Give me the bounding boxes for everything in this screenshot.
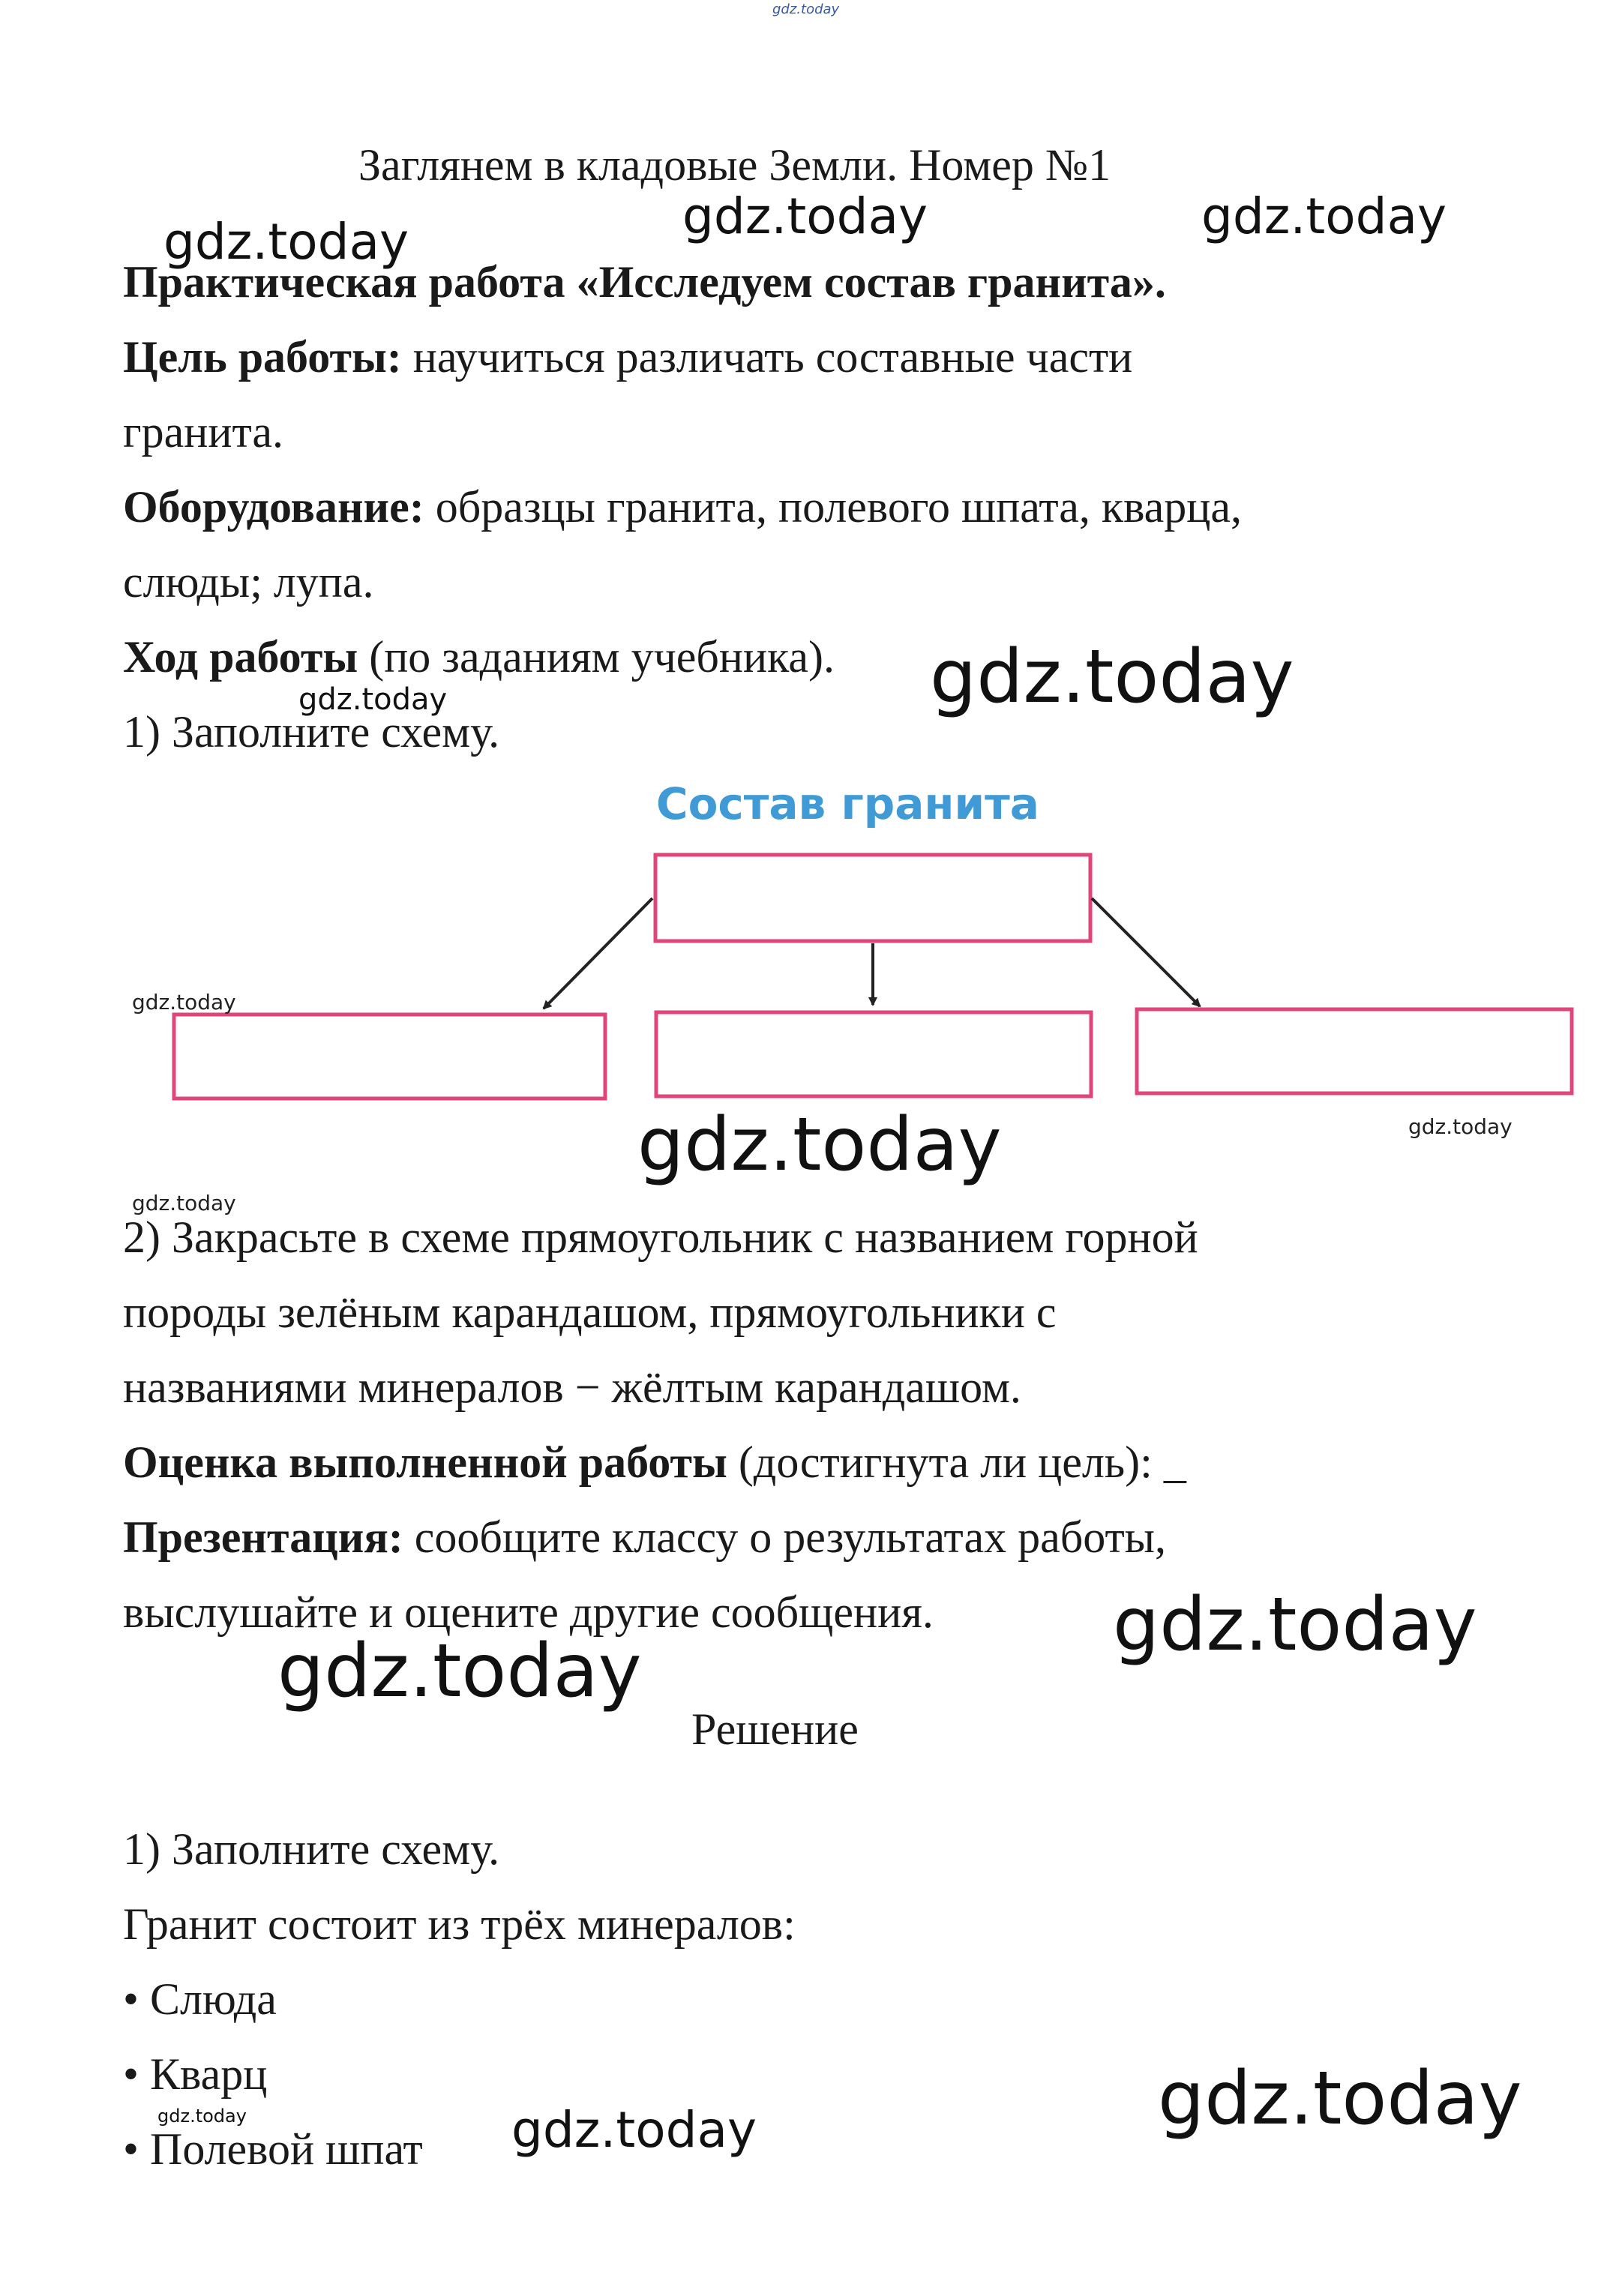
equipment-line-1 xyxy=(123,482,1242,532)
progress-line xyxy=(123,632,835,682)
assessment-text: (достигнута ли цель): _ xyxy=(727,1437,1186,1487)
task-step-1: 1) Заполните схему. xyxy=(123,707,500,757)
solution-step-1: 1) Заполните схему. xyxy=(123,1824,500,1874)
watermark: gdz.today xyxy=(930,634,1294,720)
list-item: • Слюда xyxy=(123,1974,277,2024)
equipment-label: Оборудование: xyxy=(123,482,424,532)
goal-line-1 xyxy=(123,332,1133,382)
equipment-line-2: слюды; лупа. xyxy=(123,557,374,607)
granite-composition-diagram xyxy=(165,772,1582,1110)
watermark: gdz.today xyxy=(132,1191,236,1215)
presentation-line-2: выслушайте и оцените другие сообщения. xyxy=(123,1587,934,1637)
task-step-2-line-1: 2) Закрасьте в схеме прямоугольник с названием горной xyxy=(123,1212,1198,1262)
arrow-left xyxy=(544,898,652,1009)
watermark: gdz.today xyxy=(157,2106,247,2127)
mineral-box-1 xyxy=(174,1015,605,1099)
watermark: gdz.today xyxy=(298,682,448,717)
page-title: Заглянем в кладовые Земли. Номер №1 xyxy=(358,140,1111,190)
mineral-box-3 xyxy=(1137,1009,1572,1093)
diagram-title: Состав гранита xyxy=(656,778,1039,829)
watermark: gdz.today xyxy=(1158,2056,1522,2142)
rock-box xyxy=(655,855,1090,941)
list-item: • Кварц xyxy=(123,2049,268,2099)
presentation-label: Презентация: xyxy=(123,1512,403,1562)
watermark: gdz.today xyxy=(637,1102,1002,1188)
goal-text: научиться различать составные части xyxy=(401,332,1133,382)
header-watermark: gdz.today xyxy=(772,1,840,17)
assessment-line xyxy=(123,1437,1186,1487)
solution-intro: Гранит состоит из трёх минералов: xyxy=(123,1899,796,1949)
watermark: gdz.today xyxy=(1408,1114,1513,1139)
presentation-line-1 xyxy=(123,1512,1166,1562)
assessment-label: Оценка выполненной работы xyxy=(123,1437,727,1487)
presentation-text: сообщите классу о результатах работы, xyxy=(403,1512,1166,1562)
equipment-text: образцы гранита, полевого шпата, кварца, xyxy=(424,482,1242,532)
solution-heading: Решение xyxy=(691,1704,859,1754)
watermark: gdz.today xyxy=(163,213,409,271)
watermark: gdz.today xyxy=(1113,1582,1477,1668)
watermark: gdz.today xyxy=(511,2101,757,2159)
watermark: gdz.today xyxy=(277,1629,642,1714)
task-step-2-line-3: названиями минералов − жёлтым карандашом. xyxy=(123,1362,1021,1412)
task-heading: Практическая работа «Исследуем состав гранита». xyxy=(123,257,1166,307)
goal-line-2: гранита. xyxy=(123,407,284,457)
task-step-2-line-2: породы зелёным карандашом, прямоугольники с xyxy=(123,1287,1057,1337)
watermark: gdz.today xyxy=(132,990,236,1015)
list-item: • Полевой шпат xyxy=(123,2124,423,2174)
mineral-box-2 xyxy=(656,1012,1091,1096)
arrow-right xyxy=(1092,898,1200,1006)
progress-label: Ход работы xyxy=(123,632,358,682)
watermark: gdz.today xyxy=(682,187,928,245)
watermark: gdz.today xyxy=(1201,187,1447,245)
progress-text: (по заданиям учебника). xyxy=(358,632,835,682)
goal-label: Цель работы: xyxy=(123,332,402,382)
